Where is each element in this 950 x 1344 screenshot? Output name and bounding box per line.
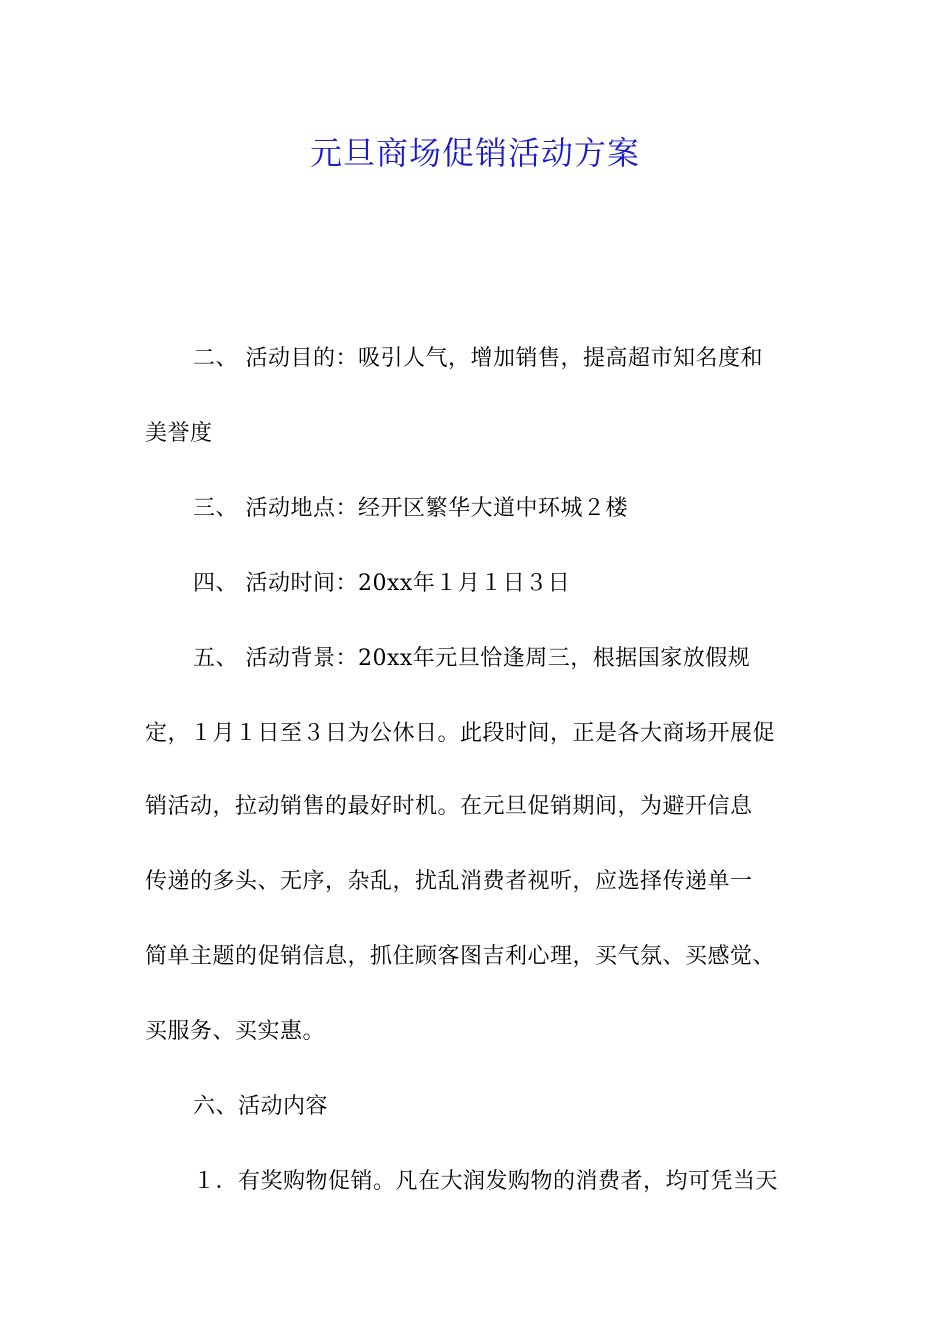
paragraph-line: １．有奖购物促销。凡在大润发购物的消费者，均可凭当天 <box>193 1169 779 1194</box>
paragraph-line: 简单主题的促销信息，抓住顾客图吉利心理，买气氛、买感觉、 <box>145 944 776 969</box>
paragraph-line: 四、 活动时间：20xx年１月１日３日 <box>193 571 571 596</box>
section-heading: 六、活动内容 <box>193 1094 329 1119</box>
paragraph-line: 二、 活动目的：吸引人气，增加销售，提高超市知名度和 <box>193 346 763 371</box>
paragraph-line: 销活动，拉动销售的最好时机。在元旦促销期间，为避开信息 <box>145 794 753 819</box>
document-title: 元旦商场促销活动方案 <box>309 134 640 172</box>
paragraph-line: 五、 活动背景：20xx年元旦恰逢周三，根据国家放假规 <box>193 646 751 671</box>
paragraph-line: 美誉度 <box>145 421 213 446</box>
paragraph-line: 定，１月１日至３日为公休日。此段时间，正是各大商场开展促 <box>145 721 776 746</box>
paragraph-line: 买服务、买实惠。 <box>145 1019 326 1044</box>
paragraph-line: 传递的多头、无序，杂乱，扰乱消费者视听，应选择传递单一 <box>145 869 753 894</box>
paragraph-line: 三、 活动地点：经开区繁华大道中环城２楼 <box>193 496 628 521</box>
